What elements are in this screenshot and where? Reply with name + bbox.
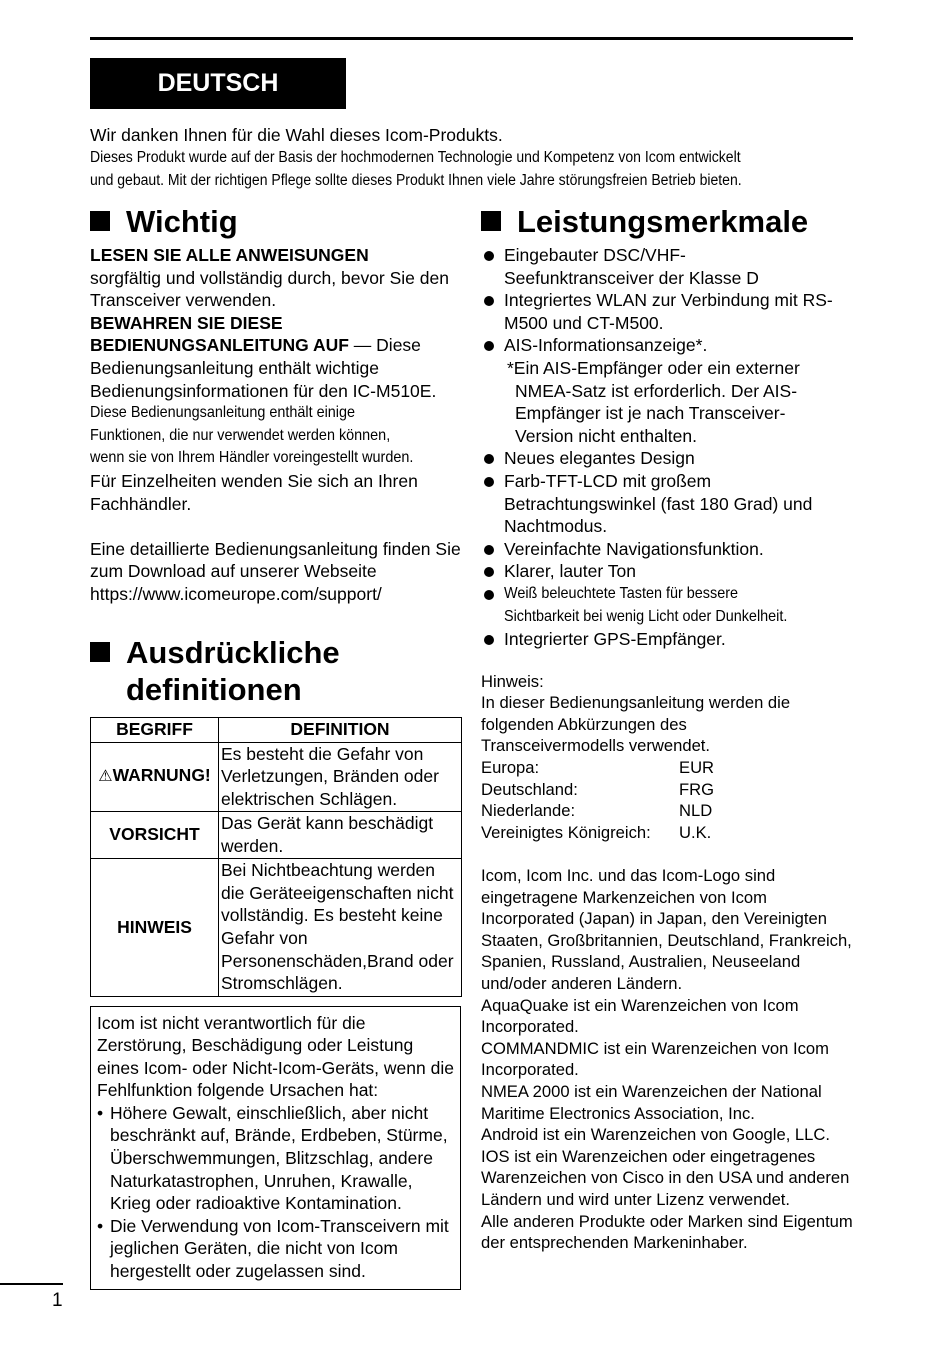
- warning-triangle-icon: ⚠: [98, 768, 113, 786]
- disclaimer-intro: Icom ist nicht verantwortlich für die Zerstörung, Beschädigung oder Leistung eines Icom- oder Nicht-Icom-Geräts, wenn die Fehlfunktion folgende Ursachen hat:: [97, 1012, 454, 1101]
- preset-functions-line-1: Diese Bedienungsanleitung enthält einige: [90, 404, 356, 422]
- trademarks: [481, 865, 856, 1254]
- list-item: • Höhere Gewalt, einschließlich, aber nicht beschränkt auf, Brände, Erdbeben, Stürme, Überschwemmungen, Blitzschlag, andere Naturkatastrophen, Unruhen, Krawalle, Krieg oder radioaktive Kontamination.: [97, 1102, 454, 1215]
- wichtig-body: [90, 244, 466, 606]
- features-list: [481, 244, 871, 651]
- list-item: Neues elegantes Design: [481, 447, 871, 470]
- trademark-paragraph: Icom, Icom Inc. und das Icom-Logo sind eingetragene Markenzeichen von Icom Incorporated (Japan) in Japan, den Vereinigten Staaten, Großbritannien, Deutschland, Frankreich, Spanien, Russland, Australien, Neuseeland und/oder anderen Ländern.: [481, 866, 852, 993]
- bullet-icon: [484, 454, 494, 464]
- abbr-region: Vereinigtes Königreich:: [481, 822, 651, 842]
- features-heading: [481, 203, 871, 240]
- right-column: [481, 203, 871, 1254]
- trademark-paragraph: Android ist ein Warenzeichen von Google, LLC.: [481, 1125, 830, 1145]
- bullet-icon: [484, 590, 494, 600]
- hinweis-label: Hinweis:: [481, 671, 544, 691]
- definitions-table: [90, 717, 462, 997]
- definition-hinweis: Bei Nichtbeachtung werden die Geräteeigenschaften nicht vollständig. Es besteht keine Gefahr von Personenschäden,Brand oder Stromschlägen.: [219, 858, 462, 996]
- wichtig-heading-text: Wichtig: [126, 204, 238, 239]
- trademark-paragraph: Alle anderen Produkte oder Marken sind Eigentum der entsprechenden Markeninhaber.: [481, 1211, 853, 1253]
- bullet-icon: [484, 567, 494, 577]
- definitions-heading: [90, 634, 466, 708]
- list-item: Integrierter GPS-Empfänger.: [481, 628, 871, 651]
- intro-line-2: Dieses Produkt wurde auf der Basis der hochmodernen Technologie und Kompetenz von Icom entwickelt: [90, 149, 741, 166]
- bullet-icon: [484, 477, 494, 487]
- intro-line-1: Wir danken Ihnen für die Wahl dieses Icom-Produkts.: [90, 125, 503, 145]
- abbr-region: Europa:: [481, 758, 540, 778]
- abbr-region: Deutschland:: [481, 779, 578, 799]
- intro: [90, 124, 860, 192]
- section-square-icon: [90, 642, 110, 662]
- bullet-icon: [484, 341, 494, 351]
- abbr-code: U.K.: [679, 822, 712, 842]
- download-url[interactable]: https://www.icomeurope.com/support/: [90, 583, 382, 604]
- keep-manual-text: — Diese Bedienungsanleitung enthält wichtige Bedienungsinformationen für den IC-M510E.: [90, 335, 437, 401]
- left-column: [90, 203, 466, 1290]
- abbreviation-list: [481, 757, 871, 843]
- preset-functions-line-2: Funktionen, die nur verwendet werden können,: [90, 426, 391, 444]
- section-square-icon: [481, 211, 501, 231]
- language-tab: DEUTSCH: [90, 58, 346, 109]
- section-square-icon: [90, 211, 110, 231]
- hinweis-text: In dieser Bedienungsanleitung werden die folgenden Abkürzungen des Transceivermodells verwendet.: [481, 693, 791, 756]
- definitions-heading-line-1: Ausdrückliche: [126, 634, 340, 670]
- list-item: Klarer, lauter Ton: [481, 560, 871, 583]
- table-row: [91, 811, 462, 858]
- page-number-rule: [0, 1283, 63, 1285]
- table-header-row: [91, 717, 462, 742]
- abbr-region: Niederlande:: [481, 801, 576, 821]
- abbr-code: NLD: [679, 801, 713, 821]
- bullet-icon: [484, 296, 494, 306]
- keep-manual-bold: BEWAHREN SIE DIESE BEDIENUNGSANLEITUNG AUF: [90, 312, 349, 356]
- top-rule: [90, 37, 853, 40]
- page-number: 1: [52, 1290, 63, 1311]
- dealer-text: Für Einzelheiten wenden Sie sich an Ihren Fachhändler.: [90, 470, 418, 514]
- term-vorsicht: VORSICHT: [91, 811, 219, 858]
- hinweis-note: [481, 671, 871, 844]
- column-header-definition: DEFINITION: [219, 717, 462, 742]
- trademark-paragraph: COMMANDMIC ist ein Warenzeichen von Icom Incorporated.: [481, 1038, 829, 1080]
- ais-note-rest: NMEA-Satz ist erforderlich. Der AIS-Empfänger ist je nach Transceiver-Version nicht enthalten.: [515, 380, 798, 446]
- keys-line-2: Sichtbarkeit bei wenig Licht oder Dunkelheit.: [504, 607, 788, 625]
- bullet-icon: [484, 545, 494, 555]
- download-text: Eine detaillierte Bedienungsanleitung finden Sie zum Download auf unserer Webseite: [90, 538, 461, 582]
- definitions-heading-line-2: definitionen: [126, 671, 302, 707]
- abbr-code: FRG: [679, 779, 715, 799]
- list-item: Integriertes WLAN zur Verbindung mit RS-M500 und CT-M500.: [481, 289, 849, 334]
- intro-line-3: und gebaut. Mit der richtigen Pflege sollte dieses Produkt Ihnen viele Jahre störungsfreien Betrieb bieten.: [90, 172, 742, 189]
- ais-note-first: *Ein AIS-Empfänger oder ein externer: [507, 357, 800, 378]
- read-instructions-bold: LESEN SIE ALLE ANWEISUNGEN: [90, 245, 369, 265]
- definitions-heading-text: [126, 634, 340, 708]
- table-row: [91, 742, 462, 811]
- keys-line-1: Weiß beleuchtete Tasten für bessere: [504, 584, 738, 602]
- table-row: [91, 858, 462, 996]
- column-header-term: BEGRIFF: [91, 717, 219, 742]
- features-heading-text: Leistungsmerkmale: [517, 204, 809, 239]
- disclaimer-list: [97, 1102, 454, 1283]
- bullet-icon: [484, 635, 494, 645]
- definition-warnung: Es besteht die Gefahr von Verletzungen, Bränden oder elektrischen Schlägen.: [219, 742, 462, 811]
- list-item: Eingebauter DSC/VHF-Seefunktransceiver der Klasse D: [481, 244, 794, 289]
- bullet-icon: [484, 251, 494, 261]
- list-item: [481, 583, 871, 628]
- abbr-code: EUR: [679, 758, 715, 778]
- definition-vorsicht: Das Gerät kann beschädigt werden.: [219, 811, 462, 858]
- trademark-paragraph: NMEA 2000 ist ein Warenzeichen der National Maritime Electronics Association, Inc.: [481, 1081, 822, 1123]
- trademark-paragraph: AquaQuake ist ein Warenzeichen von Icom Incorporated.: [481, 995, 799, 1037]
- term-warnung-label: WARNUNG!: [112, 765, 211, 786]
- preset-functions-line-3: wenn sie von Ihrem Händler voreingestellt wurden.: [90, 449, 414, 467]
- term-warnung: [91, 742, 219, 811]
- list-item: Farb-TFT-LCD mit großem Betrachtungswinkel (fast 180 Grad) und Nachtmodus.: [481, 470, 849, 538]
- wichtig-heading: [90, 203, 466, 240]
- list-item: Vereinfachte Navigationsfunktion.: [481, 538, 871, 561]
- disclaimer-box: [90, 1006, 461, 1290]
- ais-note: [504, 357, 832, 447]
- term-hinweis: HINWEIS: [91, 858, 219, 996]
- list-item: AIS-Informationsanzeige*. *Ein AIS-Empfänger oder ein externer NMEA-Satz ist erforderlich. Der AIS-Empfänger ist je nach Transceiver-Version nicht enthalten.: [481, 334, 871, 447]
- list-item: • Die Verwendung von Icom-Transceivern mit jeglichen Geräten, die nicht von Icom hergestellt oder zugelassen sind.: [97, 1215, 454, 1283]
- read-instructions-text: sorgfältig und vollständig durch, bevor Sie den Transceiver verwenden.: [90, 267, 449, 311]
- trademark-paragraph: IOS ist ein Warenzeichen oder eingetragenes Warenzeichen von Cisco in den USA und anderen Ländern und wird unter Lizenz verwendet.: [481, 1146, 850, 1209]
